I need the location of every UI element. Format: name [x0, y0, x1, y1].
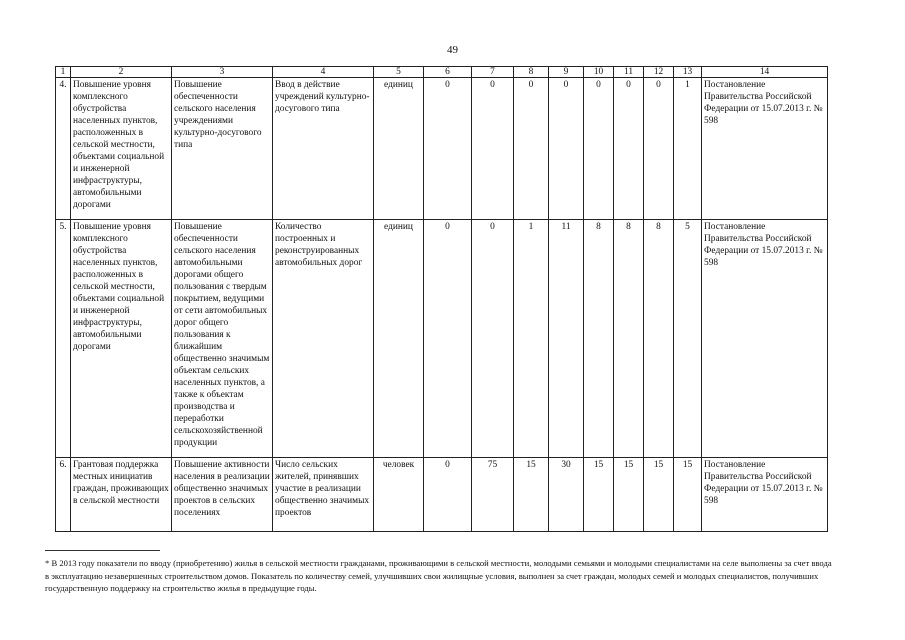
footnote-text: * В 2013 году показатели по вводу (приобретению) жилья в сельской местности гражданами, проживающими в сельской местности, молодыми семьями и молодыми специалистами на селе выполнены за счет ввода в эксплуатацию незавершенных строительством домов. Показатель по количеству семей, улучшивших свои жилищные условия, выполнен за счет граждан, молодых семей и молодых специалистов, получивших государственную поддержку на строительство жилья в предыдущие годы. — [45, 558, 832, 593]
unit-cell: единиц — [374, 78, 424, 220]
column-number: 7 — [472, 67, 514, 78]
value-cell: 0 — [614, 78, 644, 220]
table-row — [56, 220, 828, 458]
column-number: 4 — [273, 67, 374, 78]
column-number: 2 — [71, 67, 172, 78]
value-cell: 15 — [584, 458, 614, 532]
goal-cell: Повышение обеспеченности сельского населения учреждениями культурно-досугового типа — [172, 78, 273, 220]
column-number: 9 — [549, 67, 584, 78]
column-number: 3 — [172, 67, 273, 78]
source-cell: Постановление Правительства Российской Федерации от 15.07.2013 г. № 598 — [702, 220, 828, 458]
column-number: 1 — [56, 67, 71, 78]
value-cell: 15 — [674, 458, 702, 532]
value-cell: 0 — [424, 458, 472, 532]
value-cell: 0 — [424, 220, 472, 458]
value-cell: 0 — [644, 78, 674, 220]
value-cell: 8 — [614, 220, 644, 458]
column-number: 11 — [614, 67, 644, 78]
value-cell: 0 — [424, 78, 472, 220]
table-row — [56, 78, 828, 220]
value-cell: 1 — [514, 220, 549, 458]
source-cell: Постановление Правительства Российской Федерации от 15.07.2013 г. № 598 — [702, 78, 828, 220]
value-cell: 75 — [472, 458, 514, 532]
value-cell: 0 — [472, 220, 514, 458]
column-number: 14 — [702, 67, 828, 78]
indicator-cell: Количество построенных и реконструированных автомобильных дорог — [273, 220, 374, 458]
row-index: 6. — [56, 458, 71, 532]
indicator-cell: Ввод в действие учреждений культурно-досугового типа — [273, 78, 374, 220]
value-cell: 8 — [584, 220, 614, 458]
footnote-divider — [45, 550, 160, 551]
value-cell: 0 — [514, 78, 549, 220]
column-number-row — [56, 67, 828, 78]
table-row — [56, 458, 828, 532]
indicator-cell: Число сельских жителей, принявших участие в реализации общественно значимых проектов — [273, 458, 374, 532]
source-cell: Постановление Правительства Российской Федерации от 15.07.2013 г. № 598 — [702, 458, 828, 532]
indicators-table — [55, 66, 828, 532]
value-cell: 0 — [549, 78, 584, 220]
value-cell: 11 — [549, 220, 584, 458]
measure-cell: Грантовая поддержка местных инициатив граждан, проживающих в сельской местности — [71, 458, 172, 532]
value-cell: 15 — [514, 458, 549, 532]
unit-cell: единиц — [374, 220, 424, 458]
value-cell: 5 — [674, 220, 702, 458]
goal-cell: Повышение обеспеченности сельского населения автомобильными дорогами общего пользования с твердым покрытием, ведущими от сети автомобильных дорог общего пользования к ближайшим общественно значимым объектам сельских населенных пунктов, а также к объектам производства и переработки сельскохозяйственной продукции — [172, 220, 273, 458]
value-cell: 0 — [584, 78, 614, 220]
column-number: 13 — [674, 67, 702, 78]
measure-cell: Повышение уровня комплексного обустройства населенных пунктов, расположенных в сельской местности, объектами социальной и инженерной инфраструктуры, автомобильными дорогами — [71, 78, 172, 220]
page-number: 49 — [447, 44, 458, 56]
measure-cell: Повышение уровня комплексного обустройства населенных пунктов, расположенных в сельской местности, объектами социальной и инженерной инфраструктуры, автомобильными дорогами — [71, 220, 172, 458]
unit-cell: человек — [374, 458, 424, 532]
value-cell: 15 — [644, 458, 674, 532]
column-number: 10 — [584, 67, 614, 78]
value-cell: 15 — [614, 458, 644, 532]
row-index: 4. — [56, 78, 71, 220]
column-number: 5 — [374, 67, 424, 78]
column-number: 6 — [424, 67, 472, 78]
column-number: 12 — [644, 67, 674, 78]
value-cell: 0 — [472, 78, 514, 220]
value-cell: 30 — [549, 458, 584, 532]
value-cell: 8 — [644, 220, 674, 458]
row-index: 5. — [56, 220, 71, 458]
column-number: 8 — [514, 67, 549, 78]
value-cell: 1 — [674, 78, 702, 220]
goal-cell: Повышение активности населения в реализации общественно значимых проектов в сельских поселениях — [172, 458, 273, 532]
